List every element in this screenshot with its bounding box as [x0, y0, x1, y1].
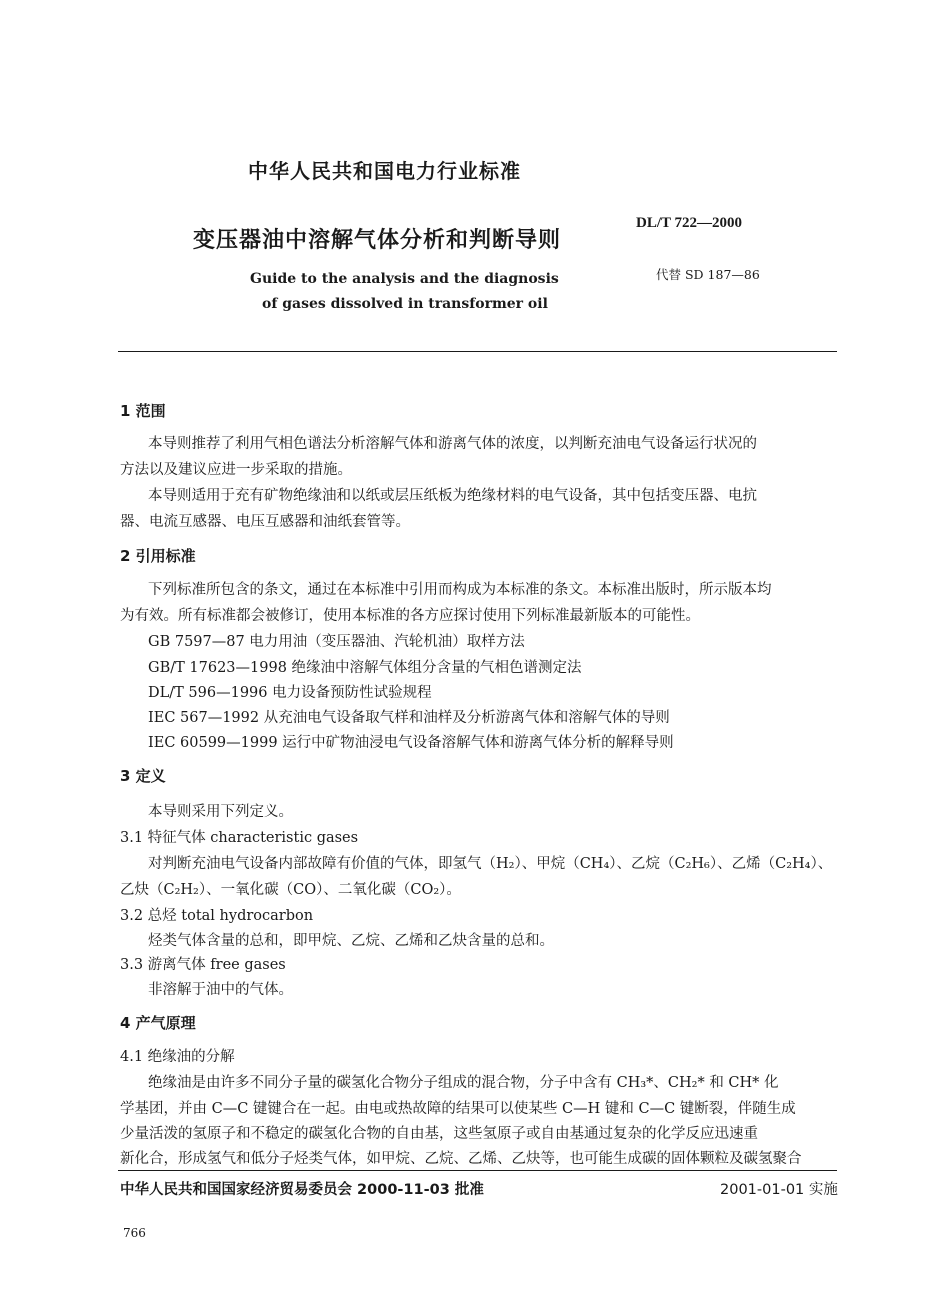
header-divider	[118, 351, 837, 352]
document-title-en-line1: Guide to the analysis and the diagnosis	[250, 271, 559, 287]
reference-item: IEC 567—1992 从充油电气设备取气样和油样及分析游离气体和溶解气体的导则	[148, 710, 670, 726]
section-1-heading: 1 范围	[120, 402, 166, 420]
section-4-heading: 4 产气原理	[120, 1014, 196, 1032]
document-title-cn: 变压器油中溶解气体分析和判断导则	[193, 228, 562, 253]
definition-3-3-heading: 3.3 游离气体 free gases	[120, 957, 286, 973]
standard-code: DL/T 722—2000	[636, 215, 742, 231]
definition-3-1-line1: 对判断充油电气设备内部故障有价值的气体，即氢气（H₂）、甲烷（CH₄）、乙烷（C₂H₆）、乙烯（C₂H₄）、	[148, 856, 833, 872]
s3-intro: 本导则采用下列定义。	[148, 804, 293, 820]
s4-line1: 绝缘油是由许多不同分子量的碳氢化合物分子组成的混合物，分子中含有 CH₃*、CH₂* 和 CH* 化	[148, 1075, 779, 1091]
s1-p2-line1: 本导则适用于充有矿物绝缘油和以纸或层压纸板为绝缘材料的电气设备，其中包括变压器、电抗	[148, 488, 757, 504]
s2-p1-line1: 下列标准所包含的条文，通过在本标准中引用而构成为本标准的条文。本标准出版时，所示版本均	[148, 582, 772, 598]
org-title: 中华人民共和国电力行业标准	[248, 159, 521, 183]
effective-date: 2001-01-01 实施	[720, 1182, 838, 1198]
subsection-4-1-heading: 4.1 绝缘油的分解	[120, 1049, 235, 1065]
s2-p1-line2: 为有效。所有标准都会被修订，使用本标准的各方应探讨使用下列标准最新版本的可能性。	[120, 608, 700, 624]
s1-p1-line1: 本导则推荐了利用气相色谱法分析溶解气体和游离气体的浓度，以判断充油电气设备运行状况的	[148, 436, 757, 452]
s4-line3: 少量活泼的氢原子和不稳定的碳氢化合物的自由基，这些氢原子或自由基通过复杂的化学反应迅速重	[120, 1126, 758, 1142]
reference-item: GB 7597—87 电力用油（变压器油、汽轮机油）取样方法	[148, 634, 525, 650]
section-2-heading: 2 引用标准	[120, 547, 196, 565]
reference-item: DL/T 596—1996 电力设备预防性试验规程	[148, 685, 432, 701]
s4-line4: 新化合，形成氢气和低分子烃类气体，如甲烷、乙烷、乙烯、乙炔等，也可能生成碳的固体颗粒及碳氢聚合	[120, 1151, 802, 1167]
page-number: 766	[123, 1226, 146, 1240]
definition-3-2-heading: 3.2 总烃 total hydrocarbon	[120, 908, 314, 924]
approval-statement: 中华人民共和国国家经济贸易委员会 2000-11-03 批准	[120, 1182, 484, 1198]
definition-3-3-line1: 非溶解于油中的气体。	[148, 982, 293, 998]
s1-p1-line2: 方法以及建议应进一步采取的措施。	[120, 462, 352, 478]
replaces-standard: 代替 SD 187—86	[656, 267, 760, 282]
definition-3-1-line2: 乙炔（C₂H₂）、一氧化碳（CO）、二氧化碳（CO₂）。	[120, 882, 461, 898]
definition-3-2-line1: 烃类气体含量的总和，即甲烷、乙烷、乙烯和乙炔含量的总和。	[148, 933, 554, 949]
footer-divider	[118, 1170, 837, 1171]
definition-3-1-heading: 3.1 特征气体 characteristic gases	[120, 830, 359, 846]
s1-p2-line2: 器、电流互感器、电压互感器和油纸套管等。	[120, 514, 410, 530]
reference-item: IEC 60599—1999 运行中矿物油浸电气设备溶解气体和游离气体分析的解释导则	[148, 735, 674, 751]
s4-line2: 学基团，并由 C—C 键键合在一起。由电或热故障的结果可以使某些 C—H 键和 C—C 键断裂，伴随生成	[120, 1101, 796, 1117]
document-title-en-line2: of gases dissolved in transformer oil	[262, 296, 548, 312]
section-3-heading: 3 定义	[120, 767, 166, 785]
reference-item: GB/T 17623—1998 绝缘油中溶解气体组分含量的气相色谱测定法	[148, 660, 582, 676]
